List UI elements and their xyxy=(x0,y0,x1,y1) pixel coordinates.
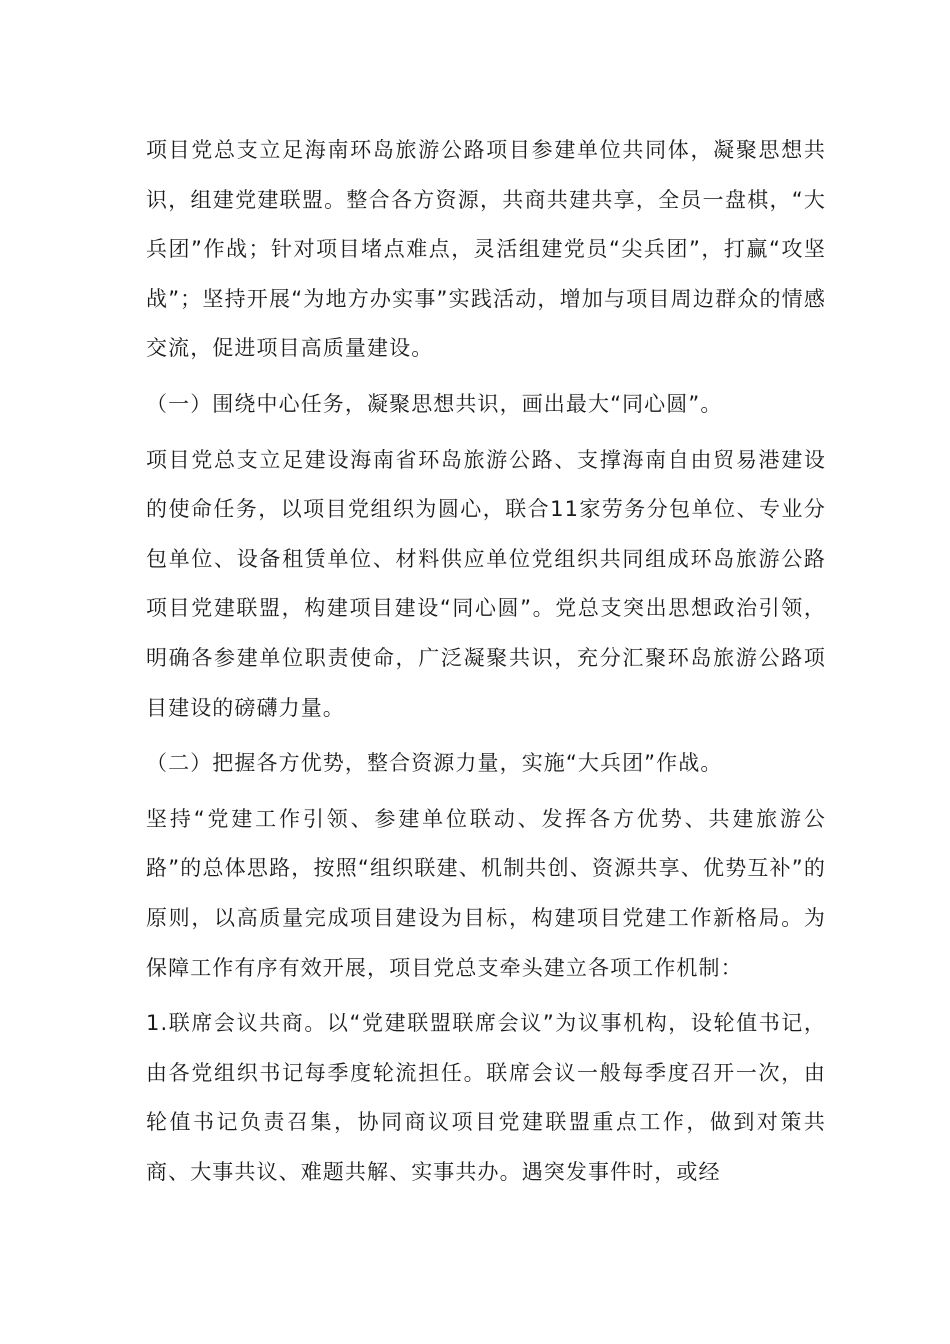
paragraph-section-1: 项目党总支立足建设海南省环岛旅游公路、支撑海南自由贸易港建设的使命任务，以项目党组织为圆心，联合11家劳务分包单位、专业分包单位、设备租赁单位、材料供应单位党组织共同组成环岛旅游公路项目党建联盟，构建项目建设“同心圆”。党总支突出思想政治引领，明确各参建单位职责使命，广泛凝聚共识，充分汇聚环岛旅游公路项目建设的磅礴力量。 xyxy=(146,447,826,720)
document-body xyxy=(146,126,826,1203)
section-heading-2: （二）把握各方优势，整合资源力量，实施“大兵团”作战。 xyxy=(146,751,723,776)
section-heading-1: （一）围绕中心任务，凝聚思想共识，画出最大“同心圆”。 xyxy=(146,391,723,416)
paragraph-section-2: 坚持“党建工作引领、参建单位联动、发挥各方优势、共建旅游公路”的总体思路，按照“组织联建、机制共创、资源共享、优势互补”的原则，以高质量完成项目建设为目标，构建项目党建工作新格局。为保障工作有序有效开展，项目党总支牵头建立各项工作机制： xyxy=(146,806,826,980)
paragraph-item-1: 1.联席会议共商。以“党建联盟联席会议”为议事机构，设轮值书记，由各党组织书记每季度轮流担任。联席会议一般每季度召开一次，由轮值书记负责召集，协同商议项目党建联盟重点工作，做到对策共商、大事共议、难题共解、实事共办。遇突发事件时，或经 xyxy=(146,1011,826,1184)
paragraph-intro: 项目党总支立足海南环岛旅游公路项目参建单位共同体，凝聚思想共识，组建党建联盟。整合各方资源，共商共建共享，全员一盘棋，“大兵团”作战；针对项目堵点难点，灵活组建党员“尖兵团”，打赢“攻坚战”；坚持开展“为地方办实事”实践活动，增加与项目周边群众的情感交流，促进项目高质量建设。 xyxy=(146,138,826,361)
